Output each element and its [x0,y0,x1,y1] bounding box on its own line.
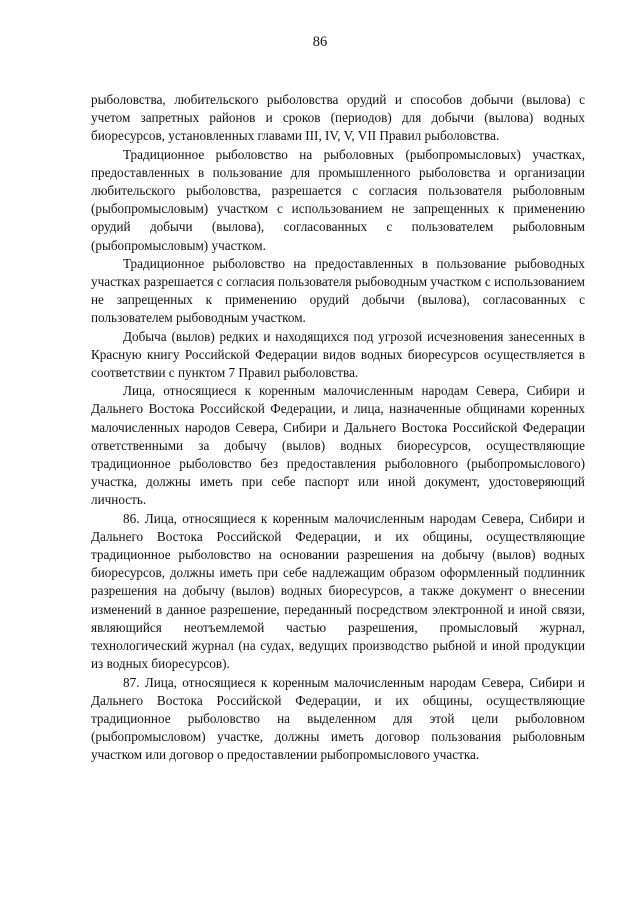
paragraph-point-86: 86. Лица, относящиеся к коренным малочисленным народам Севера, Сибири и Дальнего Востока Российской Федерации, и их общины, осуществляющие традиционное рыболовство на основании разрешения на добычу (вылов) водных биоресурсов, должны иметь при себе надлежащим образом оформленный подлинник разрешения на добычу (вылов) водных биоресурсов, а также документ о внесении изменений в данное разрешение, переданный посредством электронной и иной связи, являющийся неотъемлемой частью разрешения, промысловый журнал, технологический журнал (на судах, ведущих производство рыбной и иной продукции из водных биоресурсов). [91,510,585,672]
paragraph-traditional-fishing-rybovodnye-uchastki: Традиционное рыболовство на предоставленных в пользование рыбоводных участках разрешается с согласия пользователя рыбоводным участком с использованием не запрещенных к применению орудий добычи (вылова), согласованных с пользователем рыбоводным участком. [91,255,585,326]
paragraph-point-87: 87. Лица, относящиеся к коренным малочисленным народам Севера, Сибири и Дальнего Востока Российской Федерации, и их общины, осуществляющие традиционное рыболовство на выделенном для этой цели рыболовном (рыбопромысловом) участке, должны иметь договор пользования рыболовным участком или договор о предоставлении рыбопромыслового участка. [91,674,585,763]
paragraph-continuation: рыболовства, любительского рыболовства орудий и способов добычи (вылова) с учетом запретных районов и сроков (периодов) для добычи (вылова) водных биоресурсов, установленных главами III, IV, V, VII Правил рыболовства. [91,92,585,144]
paragraph-red-book-species: Добыча (вылов) редких и находящихся под угрозой исчезновения занесенных в Красную книгу Российской Федерации видов водных биоресурсов осуществляется в соответствии с пунктом 7 Правил рыболовства. [91,328,585,381]
paragraph-indigenous-documents: Лица, относящиеся к коренным малочисленным народам Севера, Сибири и Дальнего Востока Российской Федерации, и лица, назначенные общинами коренных малочисленных народов Севера, Сибири и Дальнего Востока Российской Федерации ответственными за добычу (вылов) водных биоресурсов, осуществляющие традиционное рыболовство без предоставления рыболовного (рыбопромыслового) участка, должны иметь при себе паспорт или иной документ, удостоверяющий личность. [91,383,585,508]
paragraph-traditional-fishing-rybolovnye-uchastki: Традиционное рыболовство на рыболовных (рыбопромысловых) участках, предоставленных в пользование для промышленного рыболовства и организации любительского рыболовства, разрешается с согласия пользователя рыболовным (рыбопромысловым) участком с использованием не запрещенных к применению орудий добычи (вылова), согласованных с пользователем рыболовным (рыбопромысловым) участком. [91,146,585,253]
document-body [91,91,585,765]
page-number: 86 [312,34,328,50]
